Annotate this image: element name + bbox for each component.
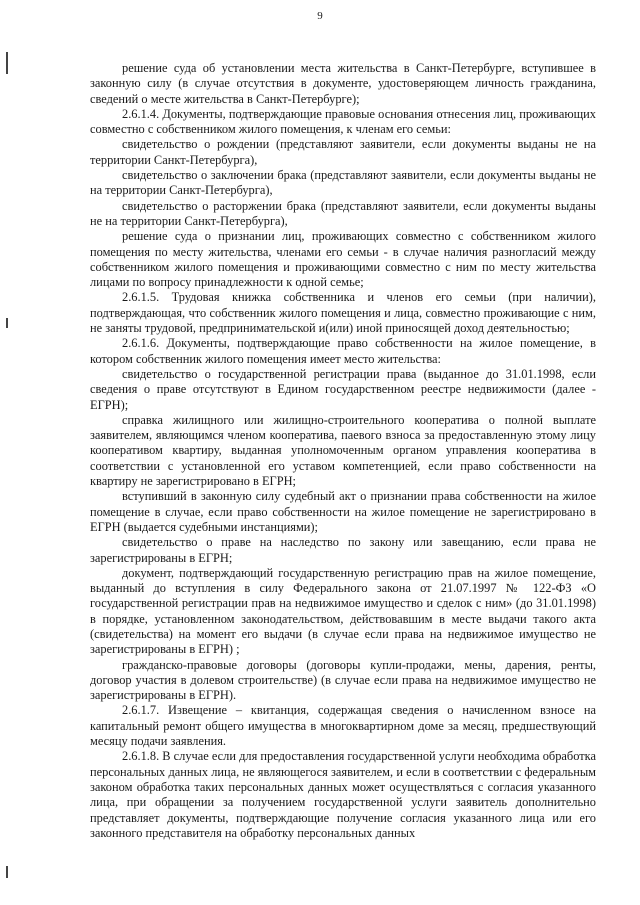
- paragraph: гражданско-правовые договоры (договоры купли-продажи, мены, дарения, ренты, договор участия в долевом строительстве) (в случае если права на недвижимое имущество не зарегистрированы в ЕГРН).: [90, 657, 596, 703]
- margin-binding-mark: [6, 52, 8, 74]
- margin-binding-mark: [6, 318, 8, 328]
- paragraph: свидетельство о праве на наследство по закону или завещанию, если права не зарегистрированы в ЕГРН;: [90, 535, 596, 565]
- paragraph: 2.6.1.7. Извещение – квитанция, содержащая сведения о начисленном взносе на капитальный ремонт общего имущества в многоквартирном доме за месяц, предшествующий месяцу подачи заявления.: [90, 703, 596, 749]
- paragraph: решение суда об установлении места жительства в Санкт-Петербурге, вступившее в законную силу (в случае отсутствия в документе, удостоверяющем личность гражданина, сведений о месте жительства в Санкт-Петербурге);: [90, 61, 596, 106]
- page-number: 9: [317, 10, 323, 22]
- paragraph: 2.6.1.5. Трудовая книжка собственника и членов его семьи (при наличии), подтверждающая, что собственник жилого помещения и лица, совместно проживающие с ним, не заняты трудовой, предпринимательской и(или) иной приносящей доход деятельностью;: [90, 290, 596, 336]
- paragraph: 2.6.1.6. Документы, подтверждающие право собственности на жилое помещение, в котором собственник жилого помещения имеет место жительства:: [90, 336, 596, 366]
- paragraph: свидетельство о рождении (представляют заявители, если документы выданы не на территории Санкт-Петербурга),: [90, 137, 596, 167]
- paragraph: вступивший в законную силу судебный акт о признании права собственности на жилое помещение в случае, если право собственности на жилое помещение не зарегистрировано в ЕГРН (выдается судебными инстанциями);: [90, 489, 596, 534]
- paragraph: 2.6.1.4. Документы, подтверждающие правовые основания отнесения лиц, проживающих совместно с собственником жилого помещения, к членам его семьи:: [90, 106, 596, 137]
- paragraph: свидетельство о заключении брака (представляют заявители, если документы выданы не на территории Санкт-Петербурга),: [90, 168, 596, 198]
- paragraph: 2.6.1.8. В случае если для предоставления государственной услуги необходима обработка персональных данных лица, не являющегося заявителем, и если в соответствии с федеральным законом обработка таких персональных данных может осуществляться с согласия указанного лица, при обращении за получением государственной услуги заявитель дополнительно представляет документы, подтверждающие получение согласия указанного лица или его законного представителя на обработку персональных данных: [90, 749, 596, 840]
- paragraph: документ, подтверждающий государственную регистрацию прав на жилое помещение, выданный до вступления в силу Федерального закона от 21.07.1997 № 122-ФЗ «О государственной регистрации прав на недвижимое имущество и сделок с ним» (до 31.01.1998) в порядке, установленном законодательством, действовавшим в месте выдачи такого акта (свидетельства) на момент его выдачи (в случае если права на недвижимое имущество не зарегистрированы в ЕГРН) ;: [90, 565, 596, 657]
- paragraph: свидетельство о государственной регистрации права (выданное до 31.01.1998, если сведения о праве отсутствуют в Едином государственном реестре недвижимости (далее - ЕГРН);: [90, 366, 596, 412]
- paragraph: справка жилищного или жилищно-строительного кооператива о полной выплате заявителем, являющимся членом кооператива, паевого взноса за предоставленную этому лицу кооперативом квартиру, выданная уполномоченным органом управления кооператива в соответствии с установленной его уставом компетенцией, если право собственности на квартиру не зарегистрировано в ЕГРН;: [90, 412, 596, 489]
- paragraph: решение суда о признании лиц, проживающих совместно с собственником жилого помещения по месту жительства, членами его семьи - в случае наличия разногласий между собственником жилого помещения и проживающими совместно с ним по месту жительства лицами по вопросу принадлежности к одной семье;: [90, 229, 596, 290]
- document-body: [90, 61, 596, 841]
- margin-binding-mark: [6, 866, 8, 878]
- paragraph: свидетельство о расторжении брака (представляют заявители, если документы выданы не на территории Санкт-Петербурга),: [90, 198, 596, 228]
